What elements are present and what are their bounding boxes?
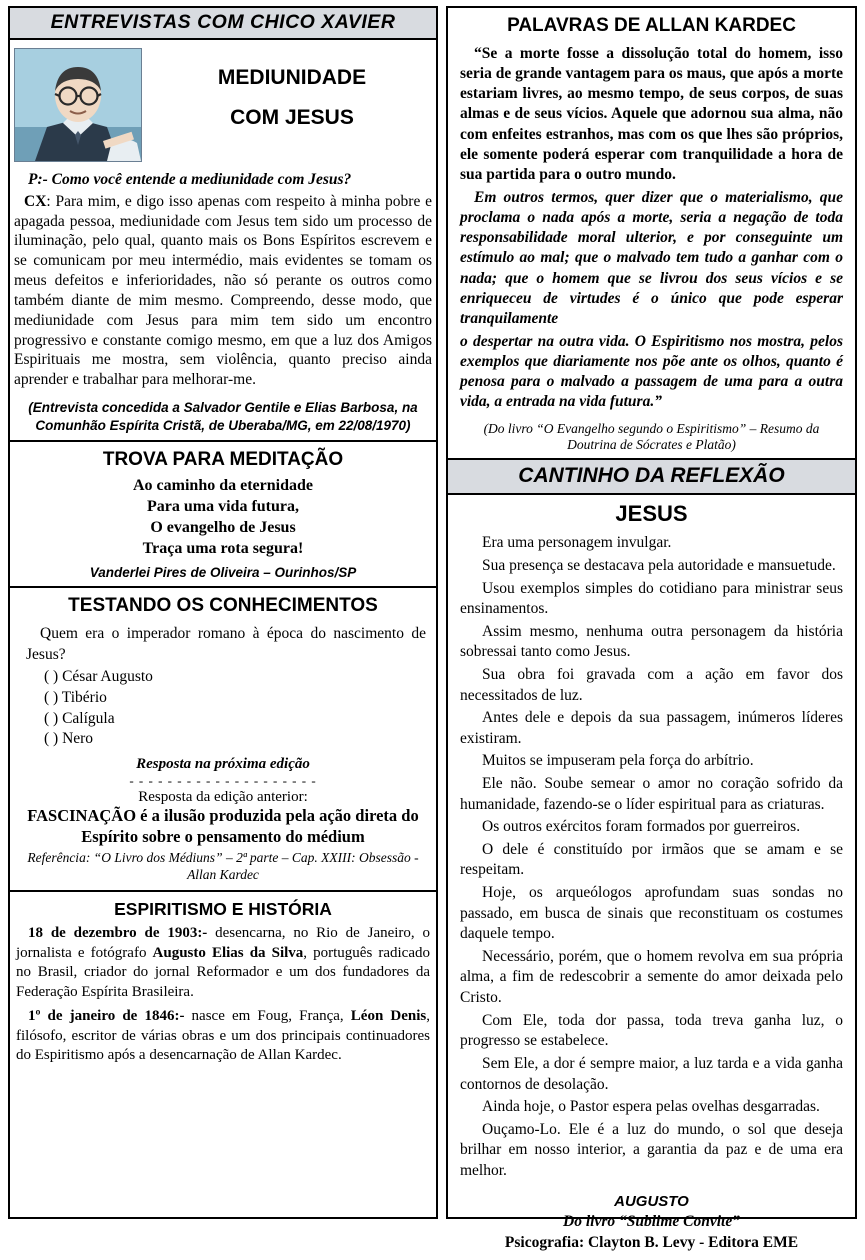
reflection-signature-block: [454, 1184, 849, 1254]
reflection-paragraph: Ele não. Soube semear o amor no coração sofrido da humanidade, fazendo-se o líder espiritual para as criaturas.: [460, 774, 843, 813]
history-entry-date: 18 de dezembro de 1903:-: [28, 925, 208, 942]
trova-line: Para uma vida futura,: [147, 498, 299, 515]
history-entry-name: Augusto Elias da Silva: [152, 944, 304, 961]
interview-question: [14, 170, 432, 190]
kardec-paragraph: Em outros termos, quer dizer que o materialismo, que proclama o nada após a morte, seria a negação de toda responsabilidade moral ulterior, e por conseguinte um estímulo ao mal; que o malvado tem tudo a ganhar com o nada; que o homem que se livrou dos seus vícios e se enriqueceu de virtudes é o único que pode esperar tranquilamente: [460, 188, 843, 327]
left-column: [8, 6, 438, 1219]
history-entry-text: nasce em Foug, França,: [184, 1008, 351, 1025]
portrait-illustration-icon: [15, 49, 141, 161]
reflection-paragraph: Ainda hoje, o Pastor espera pelas ovelhas desgarradas.: [482, 1098, 820, 1116]
reflection-paragraph: O dele é constituído por irmãos que se amam e se respeitam.: [460, 840, 843, 879]
quiz-option[interactable]: ( ) César Augusto: [44, 667, 153, 685]
reflection-paragraph: Ouçamo-Lo. Ele é a luz do mundo, o sol que deseja brilhar em nosso interior, a garantia da paz e de uma era melhor.: [460, 1120, 843, 1179]
quiz-divider: - - - - - - - - - - - - - - - - - - - -: [129, 773, 317, 789]
trova-line: O evangelho de Jesus: [150, 518, 296, 536]
interview-header: ENTREVISTAS COM CHICO XAVIER: [10, 8, 436, 40]
trova-header: TROVA PARA MEDITAÇÃO: [102, 449, 344, 471]
quiz-options: [16, 667, 430, 751]
reflection-paragraph: Sua obra foi gravada com a ação em favor dos necessitados de luz.: [460, 665, 843, 704]
section-kardec: [448, 8, 855, 458]
section-reflection: [448, 495, 855, 1259]
quiz-option[interactable]: ( ) Nero: [44, 730, 94, 748]
kardec-header: PALAVRAS DE ALLAN KARDEC: [507, 15, 796, 36]
reflection-title: JESUS: [615, 501, 688, 527]
section-trova: [10, 442, 436, 588]
quiz-previous-answer: FASCINAÇÃO é a ilusão produzida pela ação direta do Espírito sobre o pensamento do médium: [27, 806, 419, 846]
reflection-paragraph: Sua presença se destacava pela autoridade e mansuetude.: [482, 556, 836, 574]
reflection-paragraph: Hoje, os arqueólogos aprofundam suas sondas no passado, em busca de sinais que reconstituam os costumes daquele tempo.: [460, 884, 843, 943]
quiz-question: Quem era o imperador romano à época do nascimento de Jesus?: [26, 625, 426, 663]
history-entry-date: 1º de janeiro de 1846:-: [28, 1008, 185, 1025]
quiz-header: TESTANDO OS CONHECIMENTOS: [68, 595, 378, 617]
reflection-paragraph: Sem Ele, a dor é sempre maior, a luz tarda e a vida ganha contornos de desolação.: [460, 1054, 843, 1093]
interview-answer: [14, 192, 432, 390]
quiz-option[interactable]: ( ) Calígula: [44, 709, 115, 727]
quiz-reference: Referência: “O Livro dos Médiuns” – 2ª parte – Cap. XXIII: Obsessão - Allan Kardec: [27, 850, 419, 883]
reflection-paragraph: Usou exemplos simples do cotidiano para ministrar seus ensinamentos.: [460, 579, 843, 618]
reflection-paragraph: Era uma personagem invulgar.: [482, 534, 672, 552]
history-header: ESPIRITISMO E HISTÓRIA: [114, 899, 332, 920]
quiz-option[interactable]: ( ) Tibério: [44, 688, 107, 706]
trova-line: Traça uma rota segura!: [142, 539, 304, 557]
kardec-quote: [454, 42, 849, 413]
reflection-book: Do livro “Sublime Convite”: [563, 1212, 740, 1230]
interview-title-line1: MEDIUNIDADE: [217, 66, 367, 89]
quiz-previous-label: Resposta da edição anterior:: [138, 789, 308, 806]
question-prefix: P:-: [28, 171, 48, 188]
trova-line: Ao caminho da eternidade: [133, 477, 313, 495]
history-entry-name: Léon Denis: [350, 1008, 427, 1025]
section-interview: [10, 8, 436, 442]
reflection-paragraph: Muitos se impuseram pela força do arbítrio.: [482, 752, 754, 770]
reflection-paragraph: Os outros exércitos foram formados por guerreiros.: [482, 818, 801, 836]
reflection-paragraph: Necessário, porém, que o homem revolva em sua própria alma, a fim de redescobrir a semente do amor deixada pelo Cristo.: [460, 947, 843, 1007]
answer-prefix: CX: [24, 192, 47, 210]
history-entry-text: desencarna, no Rio de Janeiro, o jornalista e fotógrafo: [16, 925, 430, 961]
right-column: [446, 6, 857, 1251]
section-history: [10, 892, 436, 1077]
reflection-paragraph: Com Ele, toda dor passa, toda treva ganha luz, o progresso se estabelece.: [460, 1011, 843, 1050]
answer-text: : Para mim, e digo isso apenas com respeito à minha pobre e apagada pessoa, mediunidade com Jesus tem sido um processo de iluminação, pelo qual, quanto mais os Bons Espíritos escrevem e se comunicam por meu intermédio, mais evidentes se tomam os meus defeitos e inferioridades, não só perante os outros como também diante de mim mesmo. Compreendo, desse modo, que mediunidade com Jesus para mim tem sido um encontro progressivo e constante comigo mesmo, em que a luz dos Amigos Espirituais me mostra, sem violência, quanto preciso ainda aprender e trabalhar para melhorar-me.: [14, 192, 432, 389]
section-quiz: [10, 588, 436, 892]
kardec-paragraph: “Se a morte fosse a dissolução total do homem, isso seria de grande vantagem para os maus, que após a morte estariam livres, ao mesmo tempo, de seus corpos, de suas almas e de seus vícios. Aquele que adornou sua alma, não com enfeites estranhos, mas com os que lhes são próprios, ele somente poderá esperar com tranquilidade a hora de sua partida para o outro mundo.: [460, 45, 843, 183]
kardec-source: (Do livro “O Evangelho segundo o Espiritismo” – Resumo da Doutrina de Sócrates e Platão): [483, 420, 820, 453]
interview-qa: [10, 164, 436, 390]
reflection-paragraph: Antes dele e depois da sua passagem, inúmeros líderes existiram.: [460, 709, 843, 747]
chico-xavier-portrait-image: [14, 48, 142, 162]
quiz-next-edition: Resposta na próxima edição: [136, 756, 310, 773]
reflection-header: CANTINHO DA REFLEXÃO: [448, 458, 855, 495]
history-entry-text2: , português radicado no Brasil, criador do jornal Reformador e um dos fundadores da Federação Espírita Brasileira.: [16, 944, 430, 1000]
trova-author: Vanderlei Pires de Oliveira – Ourinhos/SP: [89, 565, 357, 581]
reflection-psicografia: Psicografia: Clayton B. Levy - Editora EME: [504, 1233, 799, 1251]
reflection-body: [454, 533, 849, 1181]
interview-title: [152, 48, 432, 138]
trova-lines: [16, 476, 430, 559]
question-text: Como você entende a mediunidade com Jesus?: [51, 171, 352, 188]
reflection-author: AUGUSTO: [614, 1192, 689, 1210]
history-entry: [16, 1007, 430, 1066]
history-entry: [16, 924, 430, 1002]
interview-title-line2: COM JESUS: [230, 105, 354, 129]
kardec-paragraph: o despertar na outra vida. O Espiritismo nos mostra, pelos exemplos que diariamente nos põe ante os olhos, quanto é penosa para o malvado a passagem de uma para a outra vida, a entrada na vida futura.”: [460, 332, 843, 411]
history-entry-text2: , filósofo, escritor de várias obras e um dos principais continuadores do Espiritismo após a desencarnação de Allan Kardec.: [16, 1008, 430, 1064]
reflection-paragraph: Assim mesmo, nenhuma outra personagem da história sobressai tanto como Jesus.: [460, 622, 843, 661]
interview-credit: (Entrevista concedida a Salvador Gentile e Elias Barbosa, na Comunhão Espírita Cristã, de Uberaba/MG, em 22/08/1970): [28, 400, 418, 433]
interview-top: [10, 40, 436, 164]
